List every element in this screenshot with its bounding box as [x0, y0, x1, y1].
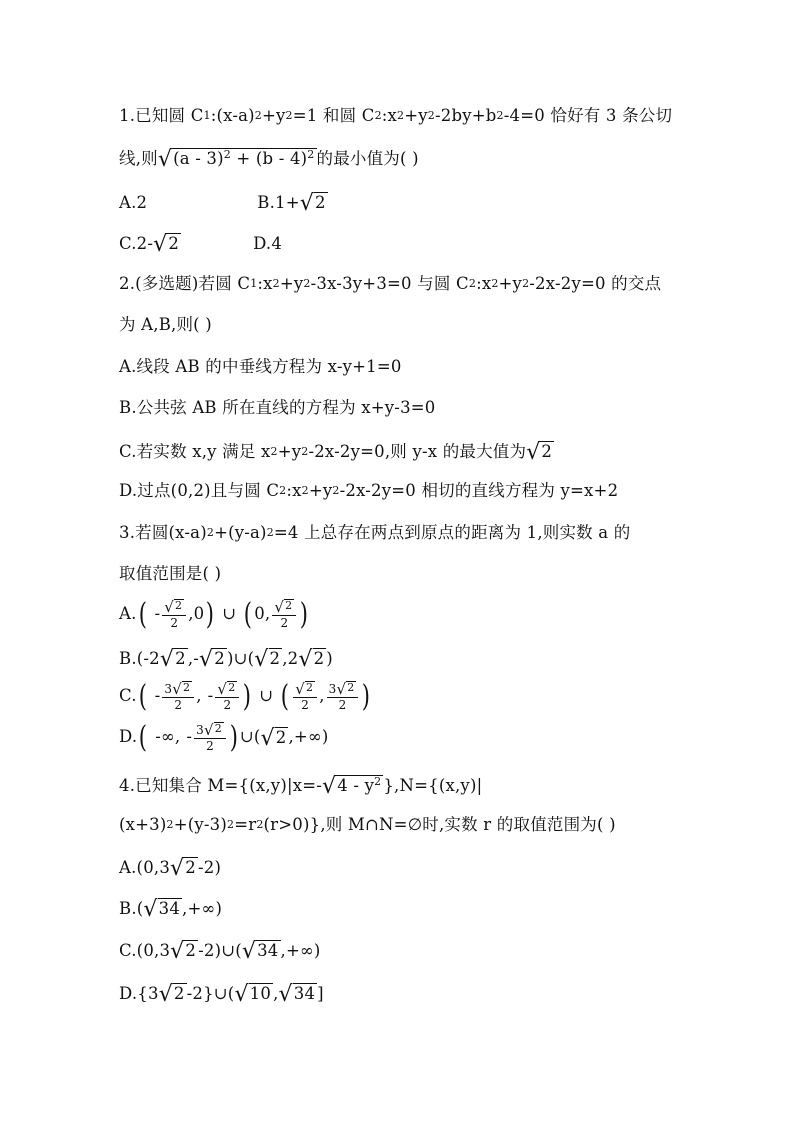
- left-paren: (: [138, 678, 147, 714]
- text: +y: [498, 274, 523, 293]
- denominator: 2: [301, 698, 310, 713]
- text: =r: [234, 815, 257, 834]
- left-paren: (: [139, 719, 148, 755]
- text: C.(0,3: [119, 940, 171, 960]
- fraction: 3 √ 2 2: [327, 681, 359, 712]
- radical: √ 2: [170, 856, 196, 881]
- q2-option-d: D.过点(0,2)且与圆 C 2 :x 2 +y 2 -2x-2y=0 相切的直线方程为 y=x+2: [119, 481, 619, 500]
- radicand: 2: [214, 649, 225, 668]
- option-label: C.: [119, 686, 137, 706]
- text: :x: [476, 274, 492, 293]
- radical-sign: √: [153, 232, 168, 257]
- text: (r>0)},则 M∩N=∅时,实数 r 的取值范围为( ): [263, 815, 616, 834]
- text: 的最小值为( ): [316, 148, 419, 168]
- text: C.若实数 x,y 满足 x: [119, 441, 271, 461]
- denominator: 2: [338, 698, 347, 713]
- text: D.过点(0,2)且与圆 C: [119, 481, 280, 500]
- radical-sign: √: [157, 147, 173, 172]
- q3-option-d: [119, 719, 329, 755]
- text: 取值范围是( ): [119, 564, 222, 583]
- denominator: 2: [170, 616, 179, 631]
- radical: √ 2: [170, 939, 197, 964]
- text: -2}∪(: [186, 983, 235, 1003]
- text: -2x-2y=0 的交点: [529, 274, 662, 293]
- radicand: 2: [214, 722, 222, 735]
- radicand: 2: [285, 599, 293, 612]
- q4-option-a: [119, 857, 221, 879]
- option-label: A.: [119, 604, 137, 624]
- right-paren: ): [206, 596, 215, 632]
- text: B.(: [119, 898, 144, 918]
- fraction: √ 2 2: [272, 599, 296, 630]
- denominator: 2: [280, 616, 289, 631]
- option-b: B.1+: [257, 192, 300, 212]
- radicand: 2: [228, 681, 236, 694]
- option-c: C.2-: [119, 233, 154, 253]
- text: +y: [261, 106, 286, 125]
- text: +(y-3): [173, 815, 228, 834]
- text: B.(-2: [119, 648, 160, 668]
- radical: √ 2: [159, 647, 186, 672]
- radical: [526, 441, 554, 463]
- left-paren: (: [281, 678, 290, 714]
- fraction: 3 √ 2 2: [194, 722, 226, 753]
- text: A.(0,3: [119, 857, 171, 877]
- text: 0,: [254, 604, 271, 624]
- q3-option-a: [119, 596, 310, 632]
- radical: √ 34: [241, 939, 279, 964]
- q1-stem-line1: 1.已知圆 C 1 :(x-a) 2 +y 2 =1 和圆 C 2 :x 2 +y 2 -2by+b 2 -4=0 恰好有 3 条公切: [119, 106, 673, 125]
- right-paren: ): [229, 719, 239, 755]
- option-label: D.: [119, 727, 138, 747]
- q2-stem-line1: 2.(多选题)若圆 C 1 :x 2 +y 2 -3x-3y+3=0 与圆 C 2 :x 2 +y 2 -2x-2y=0 的交点: [119, 274, 662, 293]
- text: -2x-2y=0,则 y-x 的最大值为: [308, 441, 527, 461]
- text: -2)∪(: [198, 940, 242, 960]
- text: ,: [273, 983, 279, 1003]
- text: -∞,: [155, 727, 181, 747]
- superscript: 2: [223, 148, 231, 161]
- option-d: D.4: [253, 233, 283, 253]
- radical: √ 34: [143, 897, 181, 922]
- text: -4=0 恰好有 3 条公切: [503, 106, 673, 125]
- union-symbol: ∪: [259, 686, 274, 706]
- q4-option-c: [119, 940, 321, 962]
- text: +y: [404, 106, 428, 125]
- text: D.{3: [119, 983, 159, 1003]
- radical: [300, 192, 328, 214]
- text: ]: [317, 983, 324, 1003]
- text: +y: [308, 481, 333, 500]
- fraction: √ 2 2: [162, 599, 186, 630]
- text: 2.(多选题)若圆 C: [119, 274, 251, 293]
- text: -: [186, 727, 193, 747]
- text: )∪(: [226, 648, 255, 668]
- text: -: [207, 686, 214, 706]
- text: (a - 3): [173, 149, 224, 168]
- text: (x+3): [119, 815, 167, 834]
- q3-stem-line1: 3.若圆(x-a) 2 +(y-a) 2 =4 上总存在两点到原点的距离为 1,则实数 a 的: [119, 523, 631, 542]
- fraction: 3 √ 2 2: [162, 681, 194, 712]
- text: ,+∞): [182, 898, 223, 918]
- text: -3x-3y+3=0 与圆 C: [310, 274, 469, 293]
- radicand: 2: [175, 599, 183, 612]
- q1-options-cd: [119, 233, 282, 255]
- radicand: 34: [158, 899, 181, 918]
- q2-stem-line2: [119, 317, 212, 334]
- radicand: 2: [185, 941, 197, 960]
- radicand: 2: [313, 649, 325, 668]
- radical: √ 2: [158, 982, 185, 1007]
- text: -2): [197, 857, 222, 877]
- q4-stem-line2: (x+3) 2 +(y-3) 2 =r 2 (r>0)},则 M∩N=∅时,实数 r 的取值范围为( ): [119, 815, 616, 834]
- radicand: [172, 148, 316, 170]
- radicand: 2: [168, 234, 180, 253]
- superscript: 2: [374, 775, 382, 788]
- option-a: A.线段 AB 的中垂线方程为 x-y+1=0: [119, 357, 402, 376]
- radical-sign: √: [299, 191, 314, 216]
- text: ∪(: [239, 727, 261, 747]
- radical: √ 10: [234, 982, 272, 1007]
- text: :(x-a): [210, 106, 255, 125]
- text: 3.若圆(x-a): [119, 523, 207, 542]
- q4-option-d: [119, 983, 324, 1005]
- text: -: [154, 604, 161, 624]
- radicand: 2: [175, 649, 186, 668]
- text: ,0: [188, 604, 205, 624]
- right-paren: ): [300, 596, 309, 632]
- q2-option-c: C.若实数 x,y 满足 x 2 +y 2 -2x-2y=0,则 y-x 的最大值为 √ 2: [119, 440, 553, 465]
- q1-stem-line2: [119, 148, 419, 170]
- radicand: 2: [173, 984, 185, 1003]
- text: :x: [381, 106, 398, 125]
- right-paren: ): [362, 678, 371, 714]
- text: ,: [319, 686, 325, 706]
- text: + (b - 4): [230, 149, 308, 168]
- radicand: 34: [293, 984, 316, 1003]
- radicand: 2: [182, 681, 191, 694]
- text: +y: [279, 274, 304, 293]
- q2-option-a: [119, 359, 402, 376]
- option-b: B.公共弦 AB 所在直线的方程为 x+y-3=0: [119, 398, 436, 417]
- radicand: 4 - y: [337, 776, 375, 795]
- fraction: √ 2 2: [293, 681, 317, 712]
- text: 1.已知圆 C: [119, 106, 204, 125]
- denominator: 2: [223, 698, 232, 713]
- radical: [153, 233, 181, 255]
- radicand: 2: [314, 193, 326, 212]
- text: ,-: [187, 648, 200, 668]
- text: 4.已知集合 M={(x,y)|x=-: [119, 775, 323, 795]
- q4-stem-line1: [119, 775, 482, 797]
- radical-sign: √: [526, 440, 541, 465]
- radicand: 10: [249, 984, 272, 1003]
- text: +y: [277, 441, 302, 461]
- radicand: 2: [541, 442, 553, 461]
- text: :x: [257, 274, 273, 293]
- radical: √ 34: [278, 982, 316, 1007]
- left-paren: (: [138, 596, 147, 632]
- q4-option-b: [119, 898, 222, 920]
- radical: √ $4 - y^2$: [322, 774, 382, 799]
- text: 为 A,B,则( ): [119, 315, 212, 334]
- text: :x: [286, 481, 302, 500]
- q2-option-b: [119, 400, 436, 417]
- q3-option-c: [119, 678, 372, 714]
- fraction: √ 2 2: [215, 681, 239, 712]
- text: =4 上总存在两点到原点的距离为 1,则实数 a 的: [273, 523, 631, 542]
- right-paren: ): [243, 678, 252, 714]
- q3-option-b: [119, 648, 333, 670]
- text: ,+∞): [288, 727, 329, 747]
- text: -2x-2y=0 相切的直线方程为 y=x+2: [339, 481, 619, 500]
- q3-stem-line2: [119, 566, 221, 583]
- text: 线,则: [119, 148, 158, 168]
- radical: [158, 148, 317, 170]
- text: =1 和圆 C: [292, 106, 375, 125]
- radicand: 2: [185, 858, 196, 877]
- radical: √ 2: [298, 647, 325, 672]
- union-symbol: ∪: [222, 604, 237, 624]
- radicand: 2: [347, 681, 355, 694]
- radicand: 2: [275, 727, 287, 747]
- radical: √ 2: [260, 725, 287, 751]
- text: ,: [196, 686, 202, 706]
- radicand: 34: [257, 941, 279, 960]
- option-a: A.2: [119, 192, 148, 212]
- left-paren: (: [244, 596, 253, 632]
- text: -: [154, 686, 161, 706]
- radical: √ 2: [199, 647, 225, 672]
- denominator: 2: [174, 698, 183, 713]
- q1-options-ab: [119, 192, 328, 214]
- text: ,2: [282, 648, 299, 668]
- radicand: 2: [269, 649, 281, 668]
- text: -2by+b: [435, 106, 497, 125]
- superscript: 2: [307, 148, 315, 161]
- denominator: 2: [206, 739, 214, 754]
- text: ,+∞): [280, 940, 321, 960]
- text: +(y-a): [214, 523, 267, 542]
- text: },N={(x,y)|: [383, 775, 483, 795]
- text: ): [326, 648, 333, 668]
- radicand: 2: [306, 681, 314, 694]
- radical: √ 2: [254, 647, 281, 672]
